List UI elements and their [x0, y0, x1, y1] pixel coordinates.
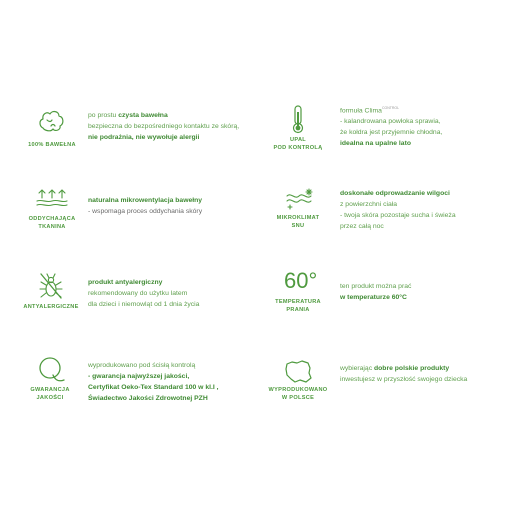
antiallergic-icon: [38, 272, 64, 300]
feature-label: TEMPERATURA PRANIA: [275, 299, 321, 314]
feature-label: WYPRODUKOWANO W POLSCE: [268, 387, 328, 402]
feature-description: formuła Clima$^{CONTROL}$ - kalandrowana powłoka sprawia, że kołdra jest przyjemnie chłodna, idealna na upalne lato: [340, 106, 443, 147]
feature-label: GWARANCJA JAKOŚCI: [30, 387, 70, 402]
feature-label: UPAL POD KONTROLĄ: [273, 137, 323, 152]
feature-label: 100% BAWEŁNA: [28, 142, 76, 148]
feature-description: naturalna mikrowentylacja bawełny - wspomaga proces oddychania skóry: [88, 197, 203, 215]
feature-label: MIKROKLIMAT SNU: [276, 215, 320, 230]
feature-description: doskonałe odprowadzanie wilgoci z powierzchni ciała - twoja skóra pozostaje sucha i świeża przez całą noc: [340, 190, 456, 230]
cotton-icon: [38, 108, 66, 136]
feature-description: ten produkt można prać w temperaturze 60°C: [340, 283, 412, 301]
temperature-60-icon: 60°: [284, 268, 318, 293]
poland-map-icon: [284, 360, 312, 384]
feature-description: wybierając dobre polskie produkty inwestujesz w przyszłość swojego dziecka: [340, 365, 468, 383]
breathing-fabric-icon: [36, 188, 68, 212]
feature-description: produkt antyalergiczny rekomendowany do użytku latem dla dzieci i niemowląt od 1 dnia życia: [88, 279, 200, 308]
microclimate-icon: [285, 186, 315, 210]
thermometer-icon: [290, 104, 306, 134]
feature-description: po prostu czysta bawełna bezpieczna do bezpośredniego kontaktu ze skórą, nie podrażnia, nie wywołuje alergii: [88, 112, 240, 141]
feature-description: wyprodukowano pod ścisłą kontrolą - gwarancja najwyższej jakości, Certyfikat Oeko-Tex Standard 100 w kl.I , Świadectwo Jakości Zdrowotnej PZH: [88, 362, 219, 402]
quality-q-icon: [36, 355, 66, 385]
feature-label: ODDYCHAJĄCA TKANINA: [28, 216, 76, 231]
feature-label: ANTYALERGICZNE: [23, 304, 79, 310]
